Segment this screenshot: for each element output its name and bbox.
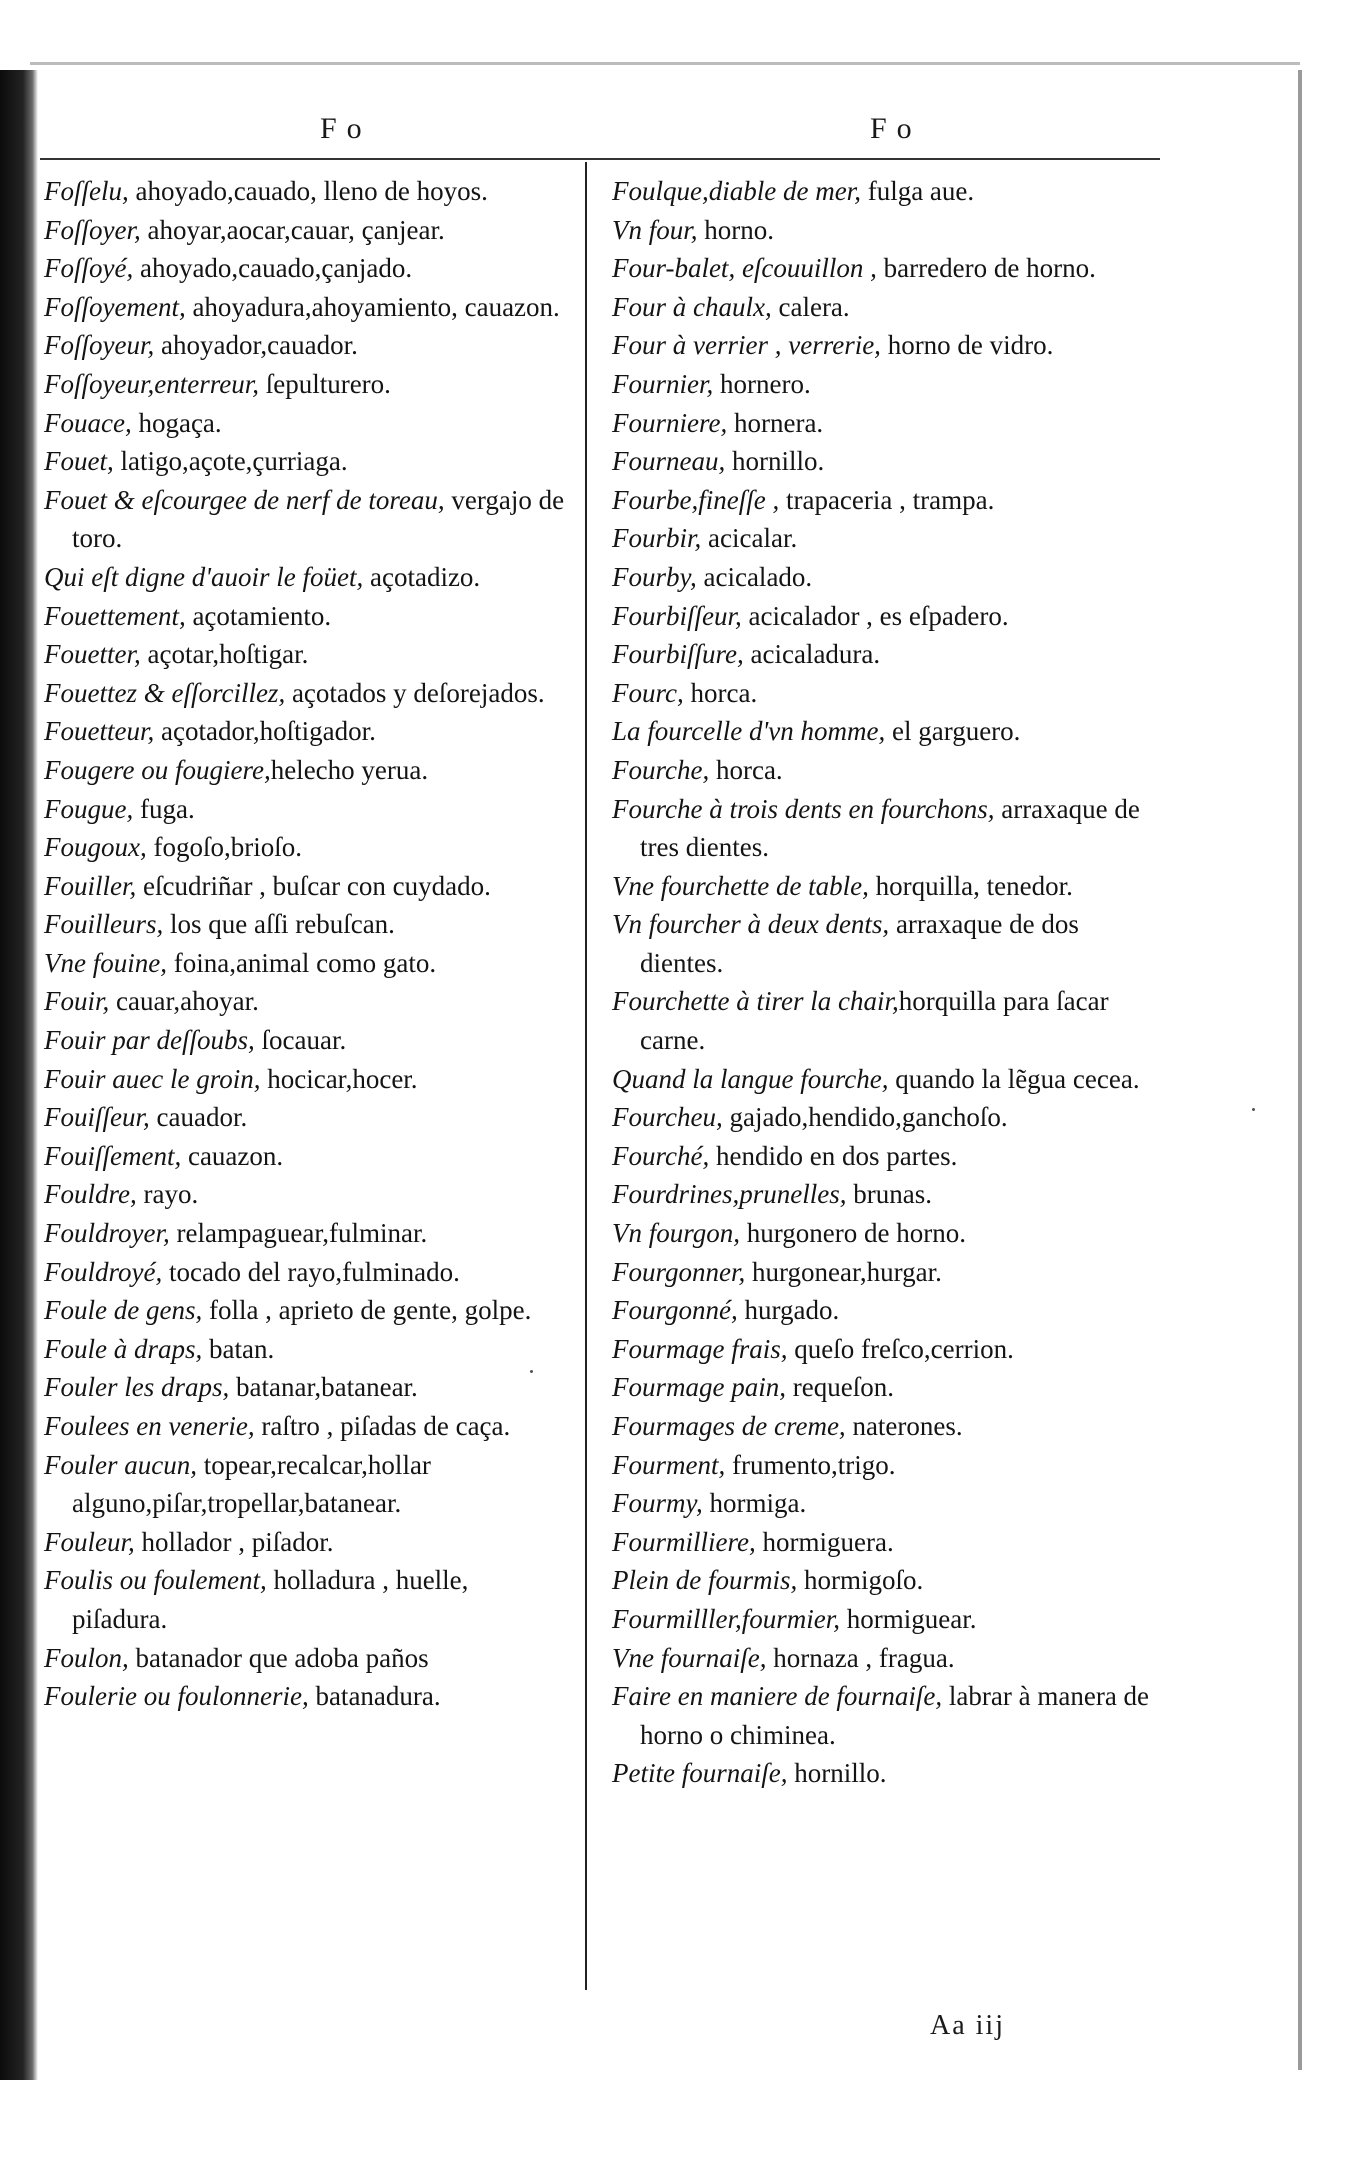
entry-translation: horno de vidro. (880, 330, 1054, 361)
entry-headword: Fouiſſement, (44, 1140, 182, 1171)
dictionary-entry (44, 712, 566, 751)
entry-headword: Fourche, (612, 754, 710, 785)
entry-headword: Fouler les draps, (44, 1372, 230, 1403)
entry-translation: horquilla, tenedor. (868, 870, 1073, 901)
dictionary-entry (44, 1523, 566, 1562)
entry-translation: ahoyadura,ahoyamiento, cauazon. (185, 291, 560, 322)
entry-translation: helecho yerua. (270, 754, 429, 785)
dictionary-entry (44, 1407, 566, 1446)
entry-translation: naterones. (845, 1411, 963, 1441)
entry-headword: Foulon, (44, 1642, 129, 1673)
entry-headword: Vn fourgon, (612, 1218, 740, 1249)
entry-translation: açotador,hoſtigador. (154, 716, 376, 747)
entry-translation: hornera. (727, 407, 824, 438)
entry-translation: açotar,hoſtigar. (140, 639, 309, 670)
entry-headword: Fourchette à tirer la chair, (612, 986, 899, 1017)
dictionary-entry (44, 1446, 566, 1523)
entry-translation: hornaza , fragua. (766, 1642, 955, 1673)
entry-headword: Fourmages de creme, (612, 1411, 846, 1441)
entry-translation: açotadizo. (363, 561, 481, 592)
dictionary-entry (44, 944, 566, 983)
dictionary-entry (44, 1098, 566, 1137)
entry-translation: acicalar. (701, 523, 798, 554)
entry-translation: hollador , piſador. (134, 1526, 334, 1557)
entry-headword: Fourment, (612, 1449, 726, 1480)
entry-headword: Fouilleurs, (44, 909, 164, 940)
dictionary-entry (612, 1639, 1162, 1678)
entry-translation: acicalador , es eſpadero. (741, 600, 1009, 631)
entry-headword: Vn four, (612, 214, 698, 245)
entry-headword: Fouettement, (44, 600, 186, 631)
dictionary-entry (612, 905, 1162, 982)
dictionary-entry (612, 867, 1162, 906)
entry-translation: hogaça. (131, 407, 222, 438)
paper-speck (530, 1370, 533, 1373)
dictionary-entry (44, 1137, 566, 1176)
dictionary-entry (44, 1175, 566, 1214)
entry-headword: Four-balet, eſcouuillon , (612, 253, 877, 284)
entry-headword: Foſſoyer, (44, 214, 141, 245)
dictionary-entry (612, 1098, 1162, 1137)
dictionary-entry (612, 404, 1162, 443)
dictionary-entry (44, 1291, 566, 1330)
entry-translation: trapaceria , trampa. (779, 484, 995, 515)
entry-headword: Fourbiſſure, (612, 639, 744, 670)
dictionary-entry (612, 1561, 1162, 1600)
entry-headword: Foſſoyeur,enterreur, (44, 368, 259, 399)
dictionary-entry (44, 828, 566, 867)
entry-translation: açotados y deſorejados. (285, 677, 545, 708)
header-rule (40, 158, 1160, 160)
entry-translation: ahoyador,cauador. (154, 330, 358, 361)
entry-translation: tocado del rayo,fulminado. (162, 1256, 460, 1287)
entry-translation: folla , aprieto de gente, golpe. (202, 1295, 532, 1326)
entry-translation: acicalado. (696, 561, 813, 592)
entry-translation: hornillo. (725, 446, 825, 477)
dictionary-entry (612, 712, 1162, 751)
entry-headword: Fourmy, (612, 1488, 703, 1519)
entry-translation: topear,recalcar,hollar alguno,piſar,tropellar,batanear. (72, 1449, 431, 1519)
entry-headword: Foſſoyeur, (44, 330, 155, 361)
entry-translation: batanador que adoba paños (128, 1642, 429, 1673)
dictionary-entry (44, 635, 566, 674)
entry-translation: calera. (771, 291, 850, 322)
entry-headword: Fouldre, (44, 1179, 137, 1210)
dictionary-entry (612, 1368, 1162, 1407)
entry-translation: eſcudriñar , buſcar con cuydado. (136, 870, 491, 901)
entry-headword: Four à chaulx, (612, 291, 772, 322)
entry-headword: Fourbe,fineſſe , (612, 484, 780, 515)
entry-headword: Fourbir, (612, 523, 702, 554)
entry-headword: Fouiller, (44, 870, 137, 901)
dictionary-entry (44, 1639, 566, 1678)
dictionary-entry (44, 172, 566, 211)
entry-headword: Foulerie ou foulonnerie, (44, 1681, 309, 1712)
catchword: Aa iij (930, 2010, 1005, 2041)
entry-headword: Fouir par deſſoubs, (44, 1025, 255, 1056)
entry-translation: ahoyado,cauado,çanjado. (133, 253, 413, 284)
dictionary-entry (612, 1484, 1162, 1523)
page-top-edge (30, 62, 1300, 65)
entry-headword: Vne fourchette de table, (612, 870, 869, 901)
dictionary-entry (44, 1677, 566, 1716)
dictionary-entry (612, 597, 1162, 636)
entry-translation: fulga aue. (860, 176, 975, 206)
entry-translation: ſepulturero. (258, 368, 391, 399)
dictionary-entry (612, 1330, 1162, 1369)
entry-headword: Fouet, (44, 446, 114, 477)
dictionary-entry (612, 790, 1162, 867)
entry-headword: Fougere ou fougiere, (44, 754, 271, 785)
entry-translation: ahoyar,aocar,cauar, çanjear. (140, 214, 445, 245)
entry-headword: Fourbiſſeur, (612, 600, 742, 631)
dictionary-entry (44, 481, 566, 558)
running-head-right: Fo (870, 112, 922, 145)
dictionary-entry (44, 751, 566, 790)
entry-translation: arraxaque de dos dientes. (640, 909, 1079, 978)
entry-translation: horno. (697, 214, 775, 245)
dictionary-entry (612, 442, 1162, 481)
dictionary-entry (44, 1060, 566, 1099)
dictionary-entry (612, 211, 1162, 250)
entry-translation: vergajo de toro. (72, 484, 565, 554)
entry-headword: Vne fournaiſe, (612, 1642, 767, 1673)
dictionary-entry (612, 1060, 1162, 1099)
entry-headword: Fourche à trois dents en fourchons, (612, 793, 995, 824)
entry-headword: Vne fouine, (44, 947, 167, 978)
entry-translation: horca. (709, 754, 783, 785)
entry-translation: hornero. (713, 368, 811, 399)
entry-translation: barredero de horno. (876, 253, 1096, 284)
entry-translation: fogoſo,brioſo. (146, 832, 302, 863)
dictionary-entry (44, 674, 566, 713)
entry-translation: gajado,hendido,ganchoſo. (722, 1102, 1008, 1133)
dictionary-entry (44, 905, 566, 944)
dictionary-entry (44, 288, 566, 327)
entry-headword: Fouir auec le groin, (44, 1063, 261, 1094)
dictionary-entry (44, 790, 566, 829)
entry-translation: raſtro , piſadas de caça. (254, 1411, 511, 1441)
entry-headword: La fourcelle d'vn homme, (612, 716, 886, 747)
entry-headword: Fourmilliere, (612, 1526, 756, 1557)
entry-translation: hurgado. (737, 1295, 840, 1326)
dictionary-entry (44, 326, 566, 365)
dictionary-entry (612, 1754, 1162, 1793)
dictionary-entry (612, 326, 1162, 365)
left-column (44, 172, 566, 1716)
entry-translation: rayo. (136, 1179, 199, 1210)
page-right-edge (1298, 70, 1302, 2070)
dictionary-entry (612, 674, 1162, 713)
entry-translation: frumento,trigo. (725, 1449, 896, 1480)
dictionary-entry (44, 867, 566, 906)
entry-translation: cauador. (149, 1102, 248, 1133)
entry-headword: Fouet & eſcourgee de nerf de toreau, (44, 484, 445, 515)
entry-translation: requeſon. (785, 1372, 894, 1403)
entry-translation: hormiguera. (755, 1526, 894, 1557)
dictionary-entry (44, 982, 566, 1021)
entry-headword: Fourmage pain, (612, 1372, 786, 1403)
entry-translation: fuga. (133, 793, 195, 824)
dictionary-entry (612, 481, 1162, 520)
dictionary-entry (44, 597, 566, 636)
entry-headword: Foſſelu, (44, 176, 129, 206)
dictionary-entry (44, 249, 566, 288)
entry-headword: Foulis ou foulement, (44, 1565, 267, 1596)
entry-headword: Fourby, (612, 561, 697, 592)
entry-headword: Fourgonner, (612, 1256, 746, 1287)
entry-headword: Fouetteur, (44, 716, 155, 747)
right-column (612, 172, 1162, 1793)
entry-headword: Fouiſſeur, (44, 1102, 150, 1133)
dictionary-entry (612, 249, 1162, 288)
entry-headword: Vn fourcher à deux dents, (612, 909, 890, 940)
binding-shadow (0, 70, 38, 2080)
dictionary-entry (612, 1600, 1162, 1639)
entry-headword: Fougue, (44, 793, 134, 824)
dictionary-entry (44, 1253, 566, 1292)
entry-translation: queſo freſco,cerrion. (787, 1333, 1014, 1364)
dictionary-entry (44, 442, 566, 481)
entry-headword: Foſſoyement, (44, 291, 186, 322)
entry-headword: Fournier, (612, 368, 714, 399)
entry-headword: Fourc, (612, 677, 684, 708)
entry-translation: açotamiento. (185, 600, 332, 631)
entry-headword: Fourniere, (612, 407, 728, 438)
entry-translation: ſocauar. (254, 1025, 347, 1056)
column-divider (585, 162, 587, 1990)
dictionary-entry (612, 1407, 1162, 1446)
entry-headword: Fouldroyé, (44, 1256, 163, 1287)
entry-translation: hocicar,hocer. (260, 1063, 418, 1094)
dictionary-entry (612, 519, 1162, 558)
entry-headword: Fourcheu, (612, 1102, 723, 1133)
entry-headword: Fourché, (612, 1140, 710, 1171)
entry-translation: foina,animal como gato. (166, 947, 437, 978)
entry-headword: Fourmage frais, (612, 1333, 788, 1364)
dictionary-entry (44, 211, 566, 250)
entry-headword: Four à verrier , verrerie, (612, 330, 881, 361)
dictionary-entry (612, 558, 1162, 597)
dictionary-entry (612, 288, 1162, 327)
entry-translation: horquilla para ſacar carne. (640, 986, 1109, 1056)
entry-translation: cauar,ahoyar. (109, 986, 259, 1017)
dictionary-entry (612, 751, 1162, 790)
entry-headword: Petite fournaiſe, (612, 1758, 788, 1789)
dictionary-entry (44, 404, 566, 443)
entry-headword: Foule de gens, (44, 1295, 203, 1326)
entry-translation: hurgonero de horno. (740, 1218, 966, 1249)
entry-headword: Foulque,diable de mer, (612, 176, 861, 206)
entry-headword: Faire en maniere de fournaiſe, (612, 1681, 943, 1712)
entry-headword: Fouettez & eſſorcillez, (44, 677, 286, 708)
entry-translation: batanar,batanear. (229, 1372, 418, 1403)
dictionary-entry (612, 1291, 1162, 1330)
entry-translation: hormiguear. (840, 1603, 977, 1634)
entry-headword: Fouler aucun, (44, 1449, 197, 1480)
dictionary-entry (612, 635, 1162, 674)
entry-translation: ahoyado,cauado, lleno de hoyos. (128, 176, 488, 206)
entry-translation: el garguero. (885, 716, 1021, 747)
entry-translation: hendido en dos partes. (709, 1140, 958, 1171)
dictionary-entry (612, 1446, 1162, 1485)
entry-translation: horca. (683, 677, 758, 708)
entry-translation: cauazon. (181, 1140, 284, 1171)
dictionary-entry (44, 1214, 566, 1253)
entry-translation: hormigoſo. (797, 1565, 924, 1596)
entry-headword: Plein de fourmis, (612, 1565, 798, 1596)
dictionary-entry (44, 1561, 566, 1638)
entry-translation: hormiga. (702, 1488, 807, 1519)
entry-translation: acicaladura. (743, 639, 881, 670)
entry-headword: Fourneau, (612, 446, 726, 477)
entry-translation: brunas. (846, 1179, 932, 1210)
entry-headword: Fourgonné, (612, 1295, 738, 1326)
entry-headword: Quand la langue fourche, (612, 1063, 889, 1094)
entry-translation: hurgonear,hurgar. (745, 1256, 942, 1287)
entry-translation: latigo,açote,çurriaga. (113, 446, 348, 477)
paper-speck (1252, 1108, 1255, 1111)
dictionary-entry (44, 1368, 566, 1407)
dictionary-entry (612, 982, 1162, 1059)
entry-headword: Foule à draps, (44, 1333, 203, 1364)
entry-translation: hornillo. (787, 1758, 887, 1789)
dictionary-entry (612, 1137, 1162, 1176)
dictionary-entry (612, 1523, 1162, 1562)
entry-translation: batan. (202, 1333, 275, 1364)
entry-translation: batanadura. (308, 1681, 441, 1712)
dictionary-entry (612, 1677, 1162, 1754)
entry-translation: los que aſſi rebuſcan. (163, 909, 395, 940)
dictionary-entry (612, 1253, 1162, 1292)
entry-headword: Fouleur, (44, 1526, 135, 1557)
dictionary-entry (612, 365, 1162, 404)
entry-headword: Fouldroyer, (44, 1218, 170, 1249)
entry-headword: Fougoux, (44, 832, 147, 863)
dictionary-entry (612, 1175, 1162, 1214)
entry-headword: Fourmilller,fourmier, (612, 1603, 841, 1634)
entry-headword: Fourdrines,prunelles, (612, 1179, 847, 1210)
running-head-left: Fo (320, 112, 372, 145)
dictionary-entry (44, 365, 566, 404)
entry-translation: labrar à manera de horno o chiminea. (640, 1681, 1150, 1750)
entry-translation: relampaguear,fulminar. (169, 1218, 428, 1249)
dictionary-entry (44, 558, 566, 597)
entry-translation: holladura , huelle, piſadura. (72, 1565, 469, 1634)
dictionary-entry (44, 1021, 566, 1060)
entry-headword: Fouetter, (44, 639, 141, 670)
dictionary-entry (612, 172, 1162, 211)
entry-headword: Qui eſt digne d'auoir le foüet, (44, 561, 364, 592)
entry-headword: Foulees en venerie, (44, 1411, 255, 1441)
entry-headword: Fouir, (44, 986, 110, 1017)
dictionary-entry (612, 1214, 1162, 1253)
entry-headword: Foſſoyé, (44, 253, 134, 284)
entry-translation: quando la lẽgua cecea. (888, 1063, 1140, 1094)
entry-headword: Fouace, (44, 407, 132, 438)
entry-translation: arraxaque de tres dientes. (640, 793, 1140, 863)
dictionary-entry (44, 1330, 566, 1369)
